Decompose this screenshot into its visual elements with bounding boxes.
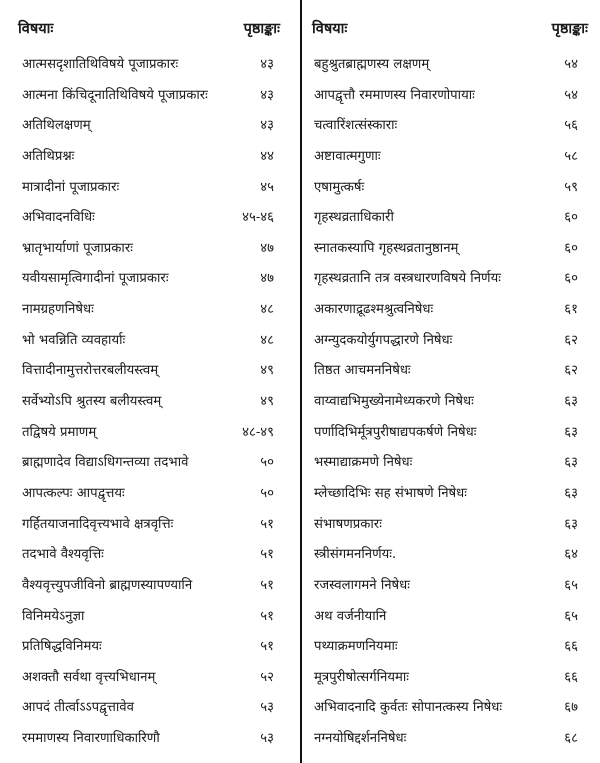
entry-page-number: ५४ xyxy=(564,57,578,72)
entry-page-number: ५२ xyxy=(260,669,274,685)
entry-page-number: ५१ xyxy=(260,639,274,655)
list-item xyxy=(0,295,296,326)
list-item xyxy=(308,50,600,81)
entry-page-number: ६३ xyxy=(564,394,578,410)
list-item xyxy=(0,203,296,234)
entry-title: आपदं तीर्त्वाऽऽपद्वृत्तावेव xyxy=(22,700,134,716)
entry-page-number: ४३ xyxy=(260,118,274,134)
entry-title: ब्राह्मणादेव विद्याऽधिगन्तव्या तदभावे xyxy=(22,455,189,471)
list-item xyxy=(308,295,600,326)
entry-title: अभिवादनविधिः xyxy=(22,210,95,226)
entry-page-number: ५३ xyxy=(260,700,274,716)
contents-list xyxy=(308,50,600,755)
left-column xyxy=(0,0,296,763)
column-divider xyxy=(300,0,302,763)
list-item xyxy=(308,264,600,295)
entry-page-number: ५३ xyxy=(260,731,274,747)
entry-page-number: ४९ xyxy=(260,394,274,410)
list-item xyxy=(308,81,600,112)
entry-page-number: ५१ xyxy=(260,547,274,563)
list-item xyxy=(0,418,296,449)
entry-title: विनिमयेऽनुज्ञा xyxy=(22,608,85,624)
entry-title: अष्टावात्मगुणाः xyxy=(314,148,381,164)
entry-page-number: ४७ xyxy=(260,240,274,256)
list-item xyxy=(0,173,296,204)
entry-title: गृहस्थव्रतानि तत्र वस्त्रधारणविषये निर्णयः xyxy=(314,271,501,287)
entry-title: आपत्कल्पः आपद्वृत्तयः xyxy=(22,485,125,501)
entry-title: आपद्वृत्तौ रममाणस्य निवारणोपायाः xyxy=(314,87,475,103)
entry-title: अग्न्युदकयोर्युगपद्धारणे निषेधः xyxy=(314,332,453,348)
entry-title: म्लेच्छादिभिः सह संभाषणे निषेधः xyxy=(314,485,467,501)
list-item xyxy=(308,602,600,633)
entry-title: वाय्वाद्यभिमुख्येनामेध्यकरणे निषेधः xyxy=(314,394,474,410)
entry-page-number: ५१ xyxy=(260,577,274,593)
entry-page-number: ४९ xyxy=(260,363,274,379)
list-item xyxy=(0,540,296,571)
list-item xyxy=(308,356,600,387)
list-item xyxy=(0,387,296,418)
list-item xyxy=(308,326,600,357)
column-header xyxy=(308,16,600,42)
entry-title: वित्तादीनामुत्तरोत्तरबलीयस्त्वम् xyxy=(22,363,159,379)
list-item xyxy=(308,663,600,694)
entry-title: गृहस्थव्रताधिकारी xyxy=(314,210,394,226)
entry-page-number: ५४ xyxy=(564,87,578,103)
entry-title: स्त्रीसंगमननिर्णयः. xyxy=(314,547,397,563)
list-item xyxy=(0,264,296,295)
entry-page-number: ६० xyxy=(564,271,578,287)
entry-title: नामग्रहणनिषेधः xyxy=(22,302,94,318)
entry-page-number: ६१ xyxy=(564,302,578,318)
entry-title: अशक्तौ सर्वथा वृत्त्यभिधानम् xyxy=(22,669,156,685)
list-item xyxy=(308,632,600,663)
list-item xyxy=(0,479,296,510)
entry-page-number: ६२ xyxy=(564,363,578,379)
entry-title: वैश्यवृत्त्युपजीविनो ब्राह्मणस्यापण्यानि xyxy=(22,577,193,593)
entry-page-number: ४३ xyxy=(260,87,274,103)
list-item xyxy=(0,724,296,755)
entry-page-number: ५९ xyxy=(564,179,578,195)
entry-page-number: ६३ xyxy=(564,424,578,440)
entry-page-number: ५६ xyxy=(564,118,578,134)
entry-title: आत्मसदृशातिथिविषये पूजाप्रकारः xyxy=(22,57,179,72)
entry-title: एषामुत्कर्षः xyxy=(314,179,365,195)
entry-page-number: ५१ xyxy=(260,516,274,532)
page-number-heading: पृष्ठाङ्काः xyxy=(551,20,588,37)
entry-title: प्रतिषिद्धविनिमयः xyxy=(22,639,102,655)
entry-title: अभिवादनादि कुर्वतः सोपानत्कस्य निषेधः xyxy=(314,700,503,716)
entry-page-number: ६४ xyxy=(564,547,578,563)
list-item xyxy=(308,479,600,510)
entry-title: रजस्वलागमने निषेधः xyxy=(314,577,410,593)
entry-title: पथ्याक्रमणनियमाः xyxy=(314,639,398,655)
entry-page-number: ४३ xyxy=(260,57,274,72)
list-item xyxy=(0,142,296,173)
entry-page-number: ६३ xyxy=(564,516,578,532)
entry-page-number: ४५-४६ xyxy=(242,210,274,226)
list-item xyxy=(0,663,296,694)
entry-title: पर्णादिभिर्मूत्रपुरीषाद्यपकर्षणे निषेधः xyxy=(314,424,477,440)
entry-title: सर्वेभ्योऽपि श्रुतस्य बलीयस्त्वम् xyxy=(22,394,162,410)
entry-title: यवीयसामृत्विगादीनां पूजाप्रकारः xyxy=(22,271,169,287)
list-item xyxy=(0,326,296,357)
entry-page-number: ६६ xyxy=(564,639,578,655)
list-item xyxy=(0,81,296,112)
column-header xyxy=(0,16,296,42)
entry-page-number: ५० xyxy=(260,455,274,471)
list-item xyxy=(0,448,296,479)
entry-page-number: ४८-४९ xyxy=(242,424,274,440)
entry-title: रममाणस्य निवारणाधिकारिणौ xyxy=(22,731,160,747)
subject-heading: विषयाः xyxy=(312,20,348,37)
list-item xyxy=(0,571,296,602)
entry-page-number: ६० xyxy=(564,240,578,256)
list-item xyxy=(0,602,296,633)
entry-page-number: ६६ xyxy=(564,669,578,685)
entry-title: नग्नयोषिद्दर्शननिषेधः xyxy=(314,731,407,747)
list-item xyxy=(0,111,296,142)
list-item xyxy=(0,632,296,663)
entry-title: मात्रादीनां पूजाप्रकारः xyxy=(22,179,120,195)
entry-page-number: ५८ xyxy=(564,148,578,164)
entry-title: अथ वर्जनीयानि xyxy=(314,608,387,624)
contents-list xyxy=(0,50,296,755)
entry-page-number: ५१ xyxy=(260,608,274,624)
list-item xyxy=(0,693,296,724)
entry-page-number: ४८ xyxy=(260,302,274,318)
entry-title: स्नातकस्यापि गृहस्थव्रतानुष्ठानम् xyxy=(314,240,459,256)
list-item xyxy=(308,540,600,571)
entry-page-number: ६२ xyxy=(564,332,578,348)
entry-page-number: ६५ xyxy=(564,608,578,624)
entry-page-number: ४५ xyxy=(260,179,274,195)
entry-title: तदभावे वैश्यवृत्तिः xyxy=(22,547,104,563)
list-item xyxy=(308,724,600,755)
entry-title: अकारणाद्रूढश्मश्रुत्वनिषेधः xyxy=(314,302,434,318)
list-item xyxy=(308,387,600,418)
list-item xyxy=(308,510,600,541)
entry-page-number: ६० xyxy=(564,210,578,226)
entry-page-number: ६५ xyxy=(564,577,578,593)
entry-title: भ्रातृभार्याणां पूजाप्रकारः xyxy=(22,240,133,256)
list-item xyxy=(308,234,600,265)
entry-page-number: ६३ xyxy=(564,485,578,501)
entry-title: भस्माद्याक्रमणे निषेधः xyxy=(314,455,413,471)
entry-title: गर्हितयाजनादिवृत्त्यभावे क्षत्रवृत्तिः xyxy=(22,516,174,532)
list-item xyxy=(308,173,600,204)
entry-page-number: ४७ xyxy=(260,271,274,287)
entry-title: चत्वारिंशत्संस्काराः xyxy=(314,118,398,134)
list-item xyxy=(308,693,600,724)
entry-page-number: ४८ xyxy=(260,332,274,348)
entry-title: मूत्रपुरीषोत्सर्गनियमाः xyxy=(314,669,409,685)
entry-page-number: ६७ xyxy=(564,700,578,716)
list-item xyxy=(0,510,296,541)
entry-title: संभाषणप्रकारः xyxy=(314,516,382,532)
list-item xyxy=(308,448,600,479)
entry-page-number: ६३ xyxy=(564,455,578,471)
list-item xyxy=(0,234,296,265)
entry-page-number: ४४ xyxy=(260,148,274,164)
entry-title: तद्विषये प्रमाणम् xyxy=(22,424,97,440)
page-number-heading: पृष्ठाङ्काः xyxy=(243,20,280,37)
list-item xyxy=(308,142,600,173)
entry-page-number: ६८ xyxy=(564,731,578,747)
list-item xyxy=(308,111,600,142)
right-column xyxy=(308,0,600,763)
list-item xyxy=(308,418,600,449)
list-item xyxy=(0,356,296,387)
entry-title: तिष्ठत आचमननिषेधः xyxy=(314,363,411,379)
list-item xyxy=(0,50,296,81)
entry-title: अतिथिप्रश्नः xyxy=(22,148,75,164)
entry-page-number: ५० xyxy=(260,485,274,501)
entry-title: अतिथिलक्षणम् xyxy=(22,118,91,134)
entry-title: बहुश्रुतब्राह्मणस्य लक्षणम् xyxy=(314,57,430,72)
subject-heading: विषयाः xyxy=(18,20,54,37)
list-item xyxy=(308,203,600,234)
entry-title: आत्मना किंचिदूनातिथिविषये पूजाप्रकारः xyxy=(22,87,208,103)
list-item xyxy=(308,571,600,602)
entry-title: भो भवन्निति व्यवहार्याः xyxy=(22,332,126,348)
